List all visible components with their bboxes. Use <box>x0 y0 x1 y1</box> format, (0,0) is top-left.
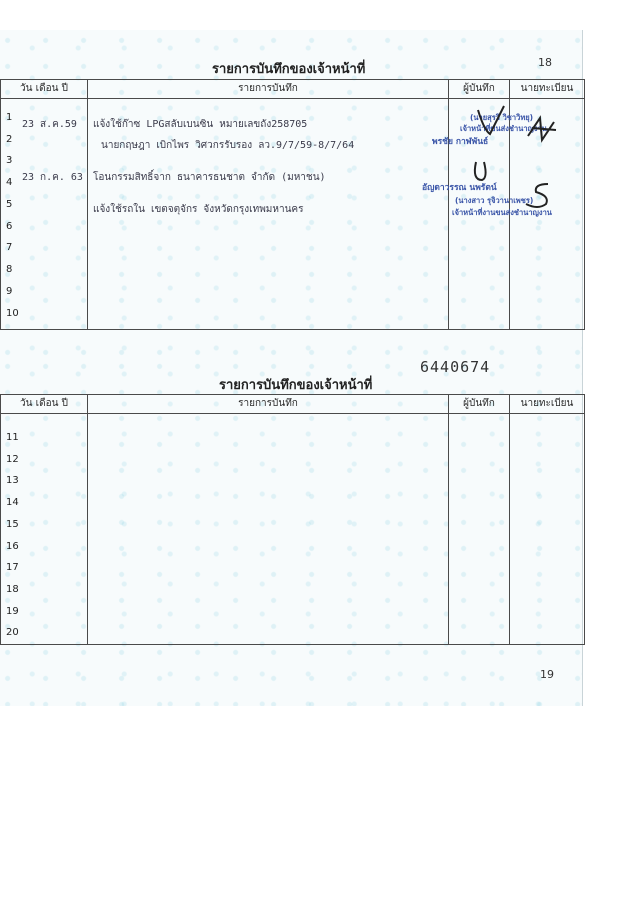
row-number: 16 <box>6 541 19 552</box>
row-number: 9 <box>6 286 13 297</box>
page-title: รายการบันทึกของเจ้าหน้าที่ <box>212 62 366 77</box>
officer-stamp-name: อัญดาวรรณ นพรัตน์ <box>422 183 497 193</box>
serial-number: 6440674 <box>420 358 491 376</box>
recorder-column <box>449 414 510 645</box>
row-number: 3 <box>6 155 13 166</box>
row-number: 11 <box>6 432 19 443</box>
date-column <box>1 99 88 330</box>
row-number: 18 <box>6 584 19 595</box>
officer-stamp-line: เจ้าหน้าที่ขนส่งชำนาญงาน <box>460 124 547 133</box>
header-recorder: ผู้บันทึก <box>449 80 510 99</box>
officer-stamp-name: พรชัย กาฬพันธ์ <box>432 137 489 147</box>
officer-stamp-line: (นายสุรวิ วิชาวิทยุ) <box>470 113 534 122</box>
signature-mark <box>474 100 514 140</box>
row-number: 14 <box>6 497 19 508</box>
row-number: 5 <box>6 199 13 210</box>
row-number: 1 <box>6 112 13 123</box>
header-record: รายการบันทึก <box>88 395 449 414</box>
row-number: 17 <box>6 562 19 573</box>
header-registrar: นายทะเบียน <box>510 80 585 99</box>
row-number: 7 <box>6 242 13 253</box>
page-title: รายการบันทึกของเจ้าหน้าที่ <box>219 378 373 393</box>
record-column <box>88 414 449 645</box>
page-number: 18 <box>538 56 552 69</box>
header-date: วัน เดือน ปี <box>1 395 88 414</box>
registration-page-19 <box>0 356 583 706</box>
header-recorder: ผู้บันทึก <box>449 395 510 414</box>
registrar-column <box>510 414 585 645</box>
row-number: 15 <box>6 519 19 530</box>
row-number: 4 <box>6 177 13 188</box>
row-number: 8 <box>6 264 13 275</box>
registration-page-18 <box>0 30 583 360</box>
signature-mark <box>522 112 562 148</box>
header-date: วัน เดือน ปี <box>1 80 88 99</box>
row-number: 10 <box>6 308 19 319</box>
row-number: 13 <box>6 475 19 486</box>
header-row <box>1 395 585 414</box>
header-row <box>1 80 585 99</box>
entry-text: นายกฤษฎา เบิกไพร วิศวกรรับรอง ลว.9/7/59-8/7/64 <box>101 140 355 151</box>
row-number: 2 <box>6 134 13 145</box>
records-table <box>0 394 585 645</box>
entry-date: 23 ก.ค. 63 <box>22 172 83 183</box>
signature-mark <box>470 158 492 186</box>
signature-mark <box>520 180 560 214</box>
row-number: 12 <box>6 454 19 465</box>
row-number: 19 <box>6 606 19 617</box>
officer-stamp-line: (นางสาว รุจิวานาเพชร) <box>455 196 534 205</box>
row-number: 20 <box>6 627 19 638</box>
entry-text: แจ้งใช้รถใน เขตจตุจักร จังหวัดกรุงเทพมหานคร <box>93 204 304 215</box>
entry-text: แจ้งใช้ก๊าซ LPGสลับเบนซิน หมายเลขถัง258705 <box>93 119 308 130</box>
officer-stamp-line: เจ้าหน้าที่งานขนส่งชำนาญงาน <box>452 208 552 217</box>
entry-text: โอนกรรมสิทธิ์จาก ธนาคารธนชาต จำกัด (มหาชน) <box>93 172 326 183</box>
row-number: 6 <box>6 221 13 232</box>
entry-date: 23 ส.ค.59 <box>22 119 77 130</box>
page-number: 19 <box>540 668 554 681</box>
header-record: รายการบันทึก <box>88 80 449 99</box>
header-registrar: นายทะเบียน <box>510 395 585 414</box>
